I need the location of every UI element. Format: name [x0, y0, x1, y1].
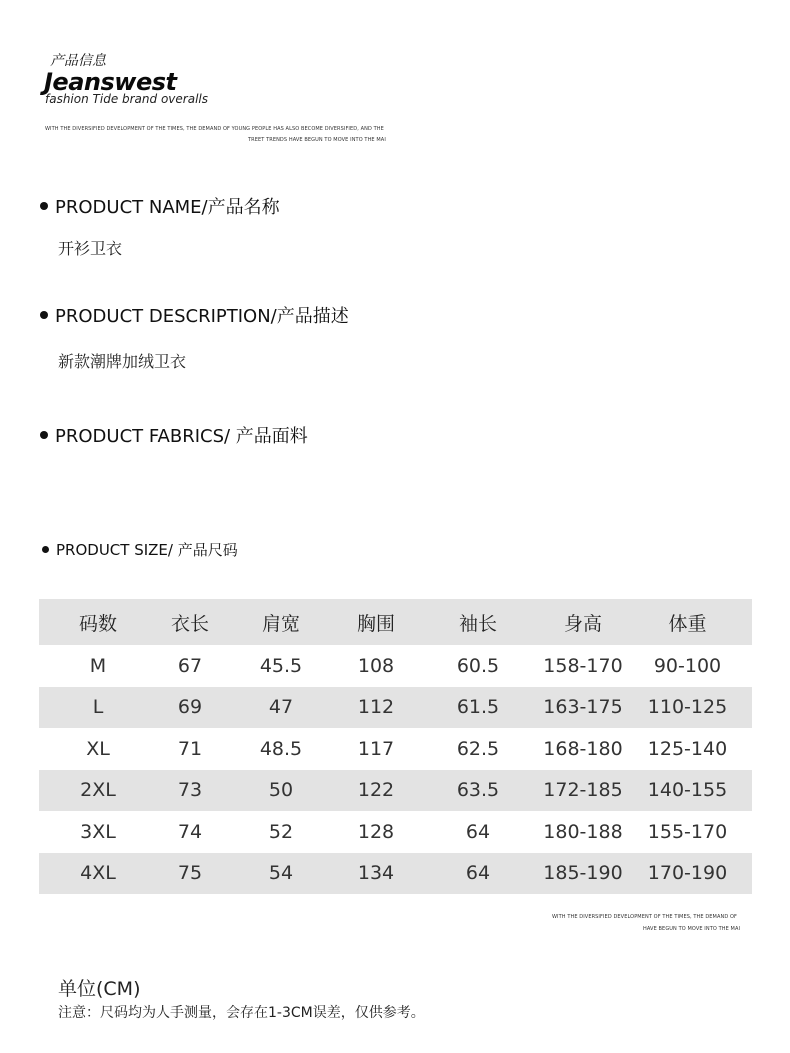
- table-row: [39, 853, 752, 895]
- table-cell: 108: [357, 654, 395, 677]
- table-cell: 112: [357, 696, 395, 719]
- table-cell: 4XL: [80, 862, 116, 885]
- table-cell: 45.5: [259, 654, 303, 677]
- table-cell: 110-125: [647, 696, 728, 719]
- size-table: [39, 599, 752, 894]
- product-description-title: PRODUCT DESCRIPTION/产品描述: [55, 306, 349, 327]
- table-cell: 75: [177, 862, 203, 885]
- table-cell: 125-140: [647, 737, 728, 760]
- table-cell: 63.5: [456, 779, 500, 802]
- table-cell: 73: [177, 779, 203, 802]
- table-row: [39, 770, 752, 812]
- bullet-icon: [40, 311, 48, 319]
- table-cell: 185-190: [543, 862, 623, 885]
- bullet-icon: [42, 546, 49, 553]
- table-cell: 172-185: [543, 779, 623, 802]
- table-cell: 3XL: [80, 820, 116, 843]
- table-cell: 90-100: [653, 654, 722, 677]
- table-cell: XL: [86, 737, 110, 760]
- table-cell: 2XL: [80, 779, 116, 802]
- product-description-heading: [40, 302, 349, 328]
- table-cell: 62.5: [456, 737, 500, 760]
- product-size-title: PRODUCT SIZE/ 产品尺码: [56, 541, 238, 559]
- measurement-note: 注意：尺码均为人手测量，会存在1-3CM误差，仅供参考。: [58, 1005, 425, 1021]
- size-table-header: [39, 599, 752, 645]
- table-cell: 170-190: [647, 862, 728, 885]
- product-name-value: 开衫卫衣: [58, 239, 123, 258]
- table-cell: 155-170: [647, 820, 728, 843]
- table-note-line1: WITH THE DIVERSIFIED DEVELOPMENT OF THE TIMES, THE DEMAND OF: [552, 914, 737, 920]
- table-cell: 61.5: [456, 696, 500, 719]
- table-cell: 71: [177, 737, 203, 760]
- table-cell: 163-175: [543, 696, 623, 719]
- brand-logo: Jeanswest: [44, 68, 177, 96]
- table-cell: L: [92, 696, 104, 719]
- table-cell: 117: [357, 737, 395, 760]
- brand-tagline: fashion Tide brand overalls: [45, 92, 208, 106]
- table-cell: M: [89, 654, 107, 677]
- header-cell-chest: 胸围: [356, 612, 395, 635]
- header-cell-sleeve: 袖长: [458, 612, 497, 635]
- header-cell-weight: 体重: [668, 612, 707, 635]
- table-cell: 64: [465, 862, 491, 885]
- header-cell-size: 码数: [78, 612, 117, 635]
- table-row: [39, 811, 752, 853]
- table-row: [39, 687, 752, 729]
- table-cell: 134: [357, 862, 395, 885]
- bullet-icon: [40, 431, 48, 439]
- product-fabrics-heading: [40, 422, 308, 448]
- table-cell: 168-180: [543, 737, 623, 760]
- table-cell: 69: [177, 696, 203, 719]
- header-cell-shoulder: 肩宽: [261, 612, 300, 635]
- product-description-value: 新款潮牌加绒卫衣: [58, 352, 187, 371]
- table-cell: 47: [268, 696, 294, 719]
- header-cell-length: 衣长: [170, 612, 209, 635]
- header-note-line2: TREET TRENDS HAVE BEGUN TO MOVE INTO THE MAI: [248, 137, 386, 143]
- table-cell: 158-170: [543, 654, 623, 677]
- table-note-line2: HAVE BEGUN TO MOVE INTO THE MAI: [643, 926, 741, 932]
- table-row: [39, 645, 752, 687]
- table-cell: 140-155: [647, 779, 728, 802]
- table-row: [39, 728, 752, 770]
- product-name-title: PRODUCT NAME/产品名称: [55, 197, 280, 218]
- product-fabrics-title: PRODUCT FABRICS/ 产品面料: [55, 426, 308, 447]
- product-size-heading: [42, 539, 238, 560]
- table-cell: 64: [465, 820, 491, 843]
- table-cell: 67: [177, 654, 203, 677]
- table-cell: 52: [268, 820, 294, 843]
- header-note-line1: WITH THE DIVERSIFIED DEVELOPMENT OF THE TIMES, THE DEMAND OF YOUNG PEOPLE HAS ALSO BECOME DIVERSIFIED, AND THE: [45, 126, 384, 132]
- header-label: 产品信息: [50, 53, 106, 69]
- table-cell: 50: [268, 779, 294, 802]
- table-cell: 122: [357, 779, 395, 802]
- table-cell: 48.5: [259, 737, 303, 760]
- table-cell: 180-188: [543, 820, 623, 843]
- unit-label: 单位(CM): [58, 978, 141, 1000]
- table-cell: 60.5: [456, 654, 500, 677]
- table-cell: 54: [268, 862, 294, 885]
- table-cell: 128: [357, 820, 395, 843]
- product-name-heading: [40, 193, 280, 219]
- header-cell-height: 身高: [563, 612, 602, 635]
- bullet-icon: [40, 202, 48, 210]
- table-cell: 74: [177, 820, 203, 843]
